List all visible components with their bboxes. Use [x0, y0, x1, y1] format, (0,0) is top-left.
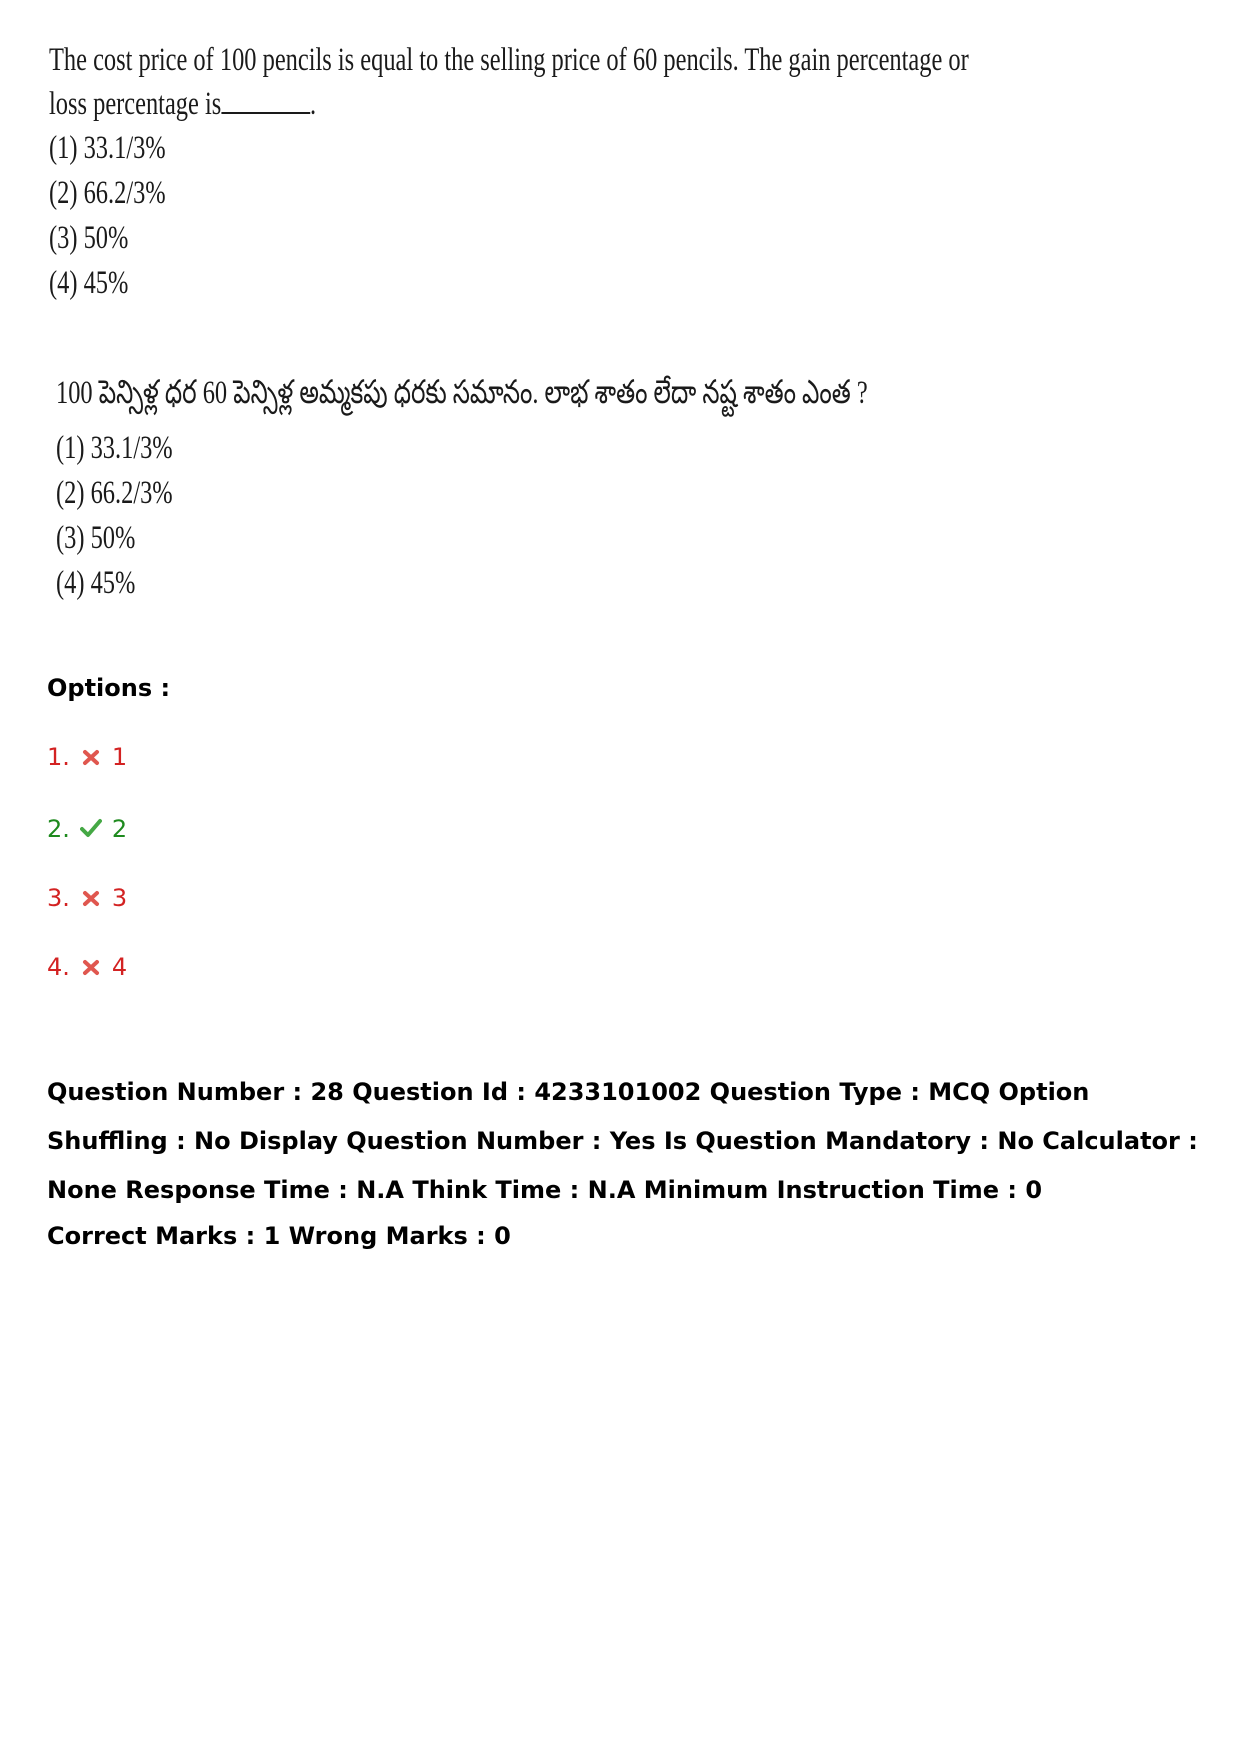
question-text-telugu: 100 పెన్సిళ్ల ధర 60 పెన్సిళ్ల అమ్మకపు ధరకు సమానం. లాభ శాతం లేదా నష్ట శాతం ఎంత ?: [56, 375, 868, 411]
question-image-english: [49, 38, 969, 306]
question-option-telugu-1: (1) 33.1/3%: [56, 430, 173, 466]
question-option-4: (4) 45%: [49, 265, 129, 301]
cross-icon: [80, 746, 102, 768]
option-4: [47, 953, 127, 981]
question-option-telugu-4: (4) 45%: [56, 565, 136, 601]
question-option-telugu-2: (2) 66.2/3%: [56, 475, 173, 511]
question-image-telugu: [56, 368, 1016, 606]
marks-info: Correct Marks : 1 Wrong Marks : 0: [47, 1222, 511, 1250]
option-2: [47, 815, 127, 843]
cross-icon: [80, 887, 102, 909]
option-number: 3.: [47, 884, 70, 912]
question-option-3: (3) 50%: [49, 220, 129, 256]
option-number: 4.: [47, 953, 70, 981]
question-text-line-1: The cost price of 100 pencils is equal to the selling price of 60 pencils. The gain percentage or: [49, 42, 969, 78]
question-option-1: (1) 33.1/3%: [49, 130, 166, 166]
answer-blank: [221, 84, 310, 114]
check-icon: [80, 818, 102, 840]
question-text-line-2: [49, 82, 715, 126]
option-label: 2: [111, 815, 128, 843]
cross-icon: [80, 956, 102, 978]
option-number: 2.: [47, 815, 70, 843]
question-text-line-2-start: loss percentage is: [49, 86, 222, 122]
question-option-telugu-3: (3) 50%: [56, 520, 136, 556]
option-3: [47, 884, 127, 912]
option-label: 4: [111, 953, 128, 981]
option-1: [47, 743, 127, 771]
question-text-line-2-end: .: [310, 86, 317, 122]
option-label: 3: [111, 884, 128, 912]
question-metadata: Question Number : 28 Question Id : 4233101002 Question Type : MCQ Option Shuffling : No Display Question Number : Yes Is Question Mandatory : No Calculator : None Response Time : N.A Think Time : N.A Minimum Instruction Time : 0: [47, 1078, 1198, 1204]
options-heading: Options :: [47, 674, 171, 702]
option-number: 1.: [47, 743, 70, 771]
option-label: 1: [111, 743, 128, 771]
question-option-2: (2) 66.2/3%: [49, 175, 166, 211]
